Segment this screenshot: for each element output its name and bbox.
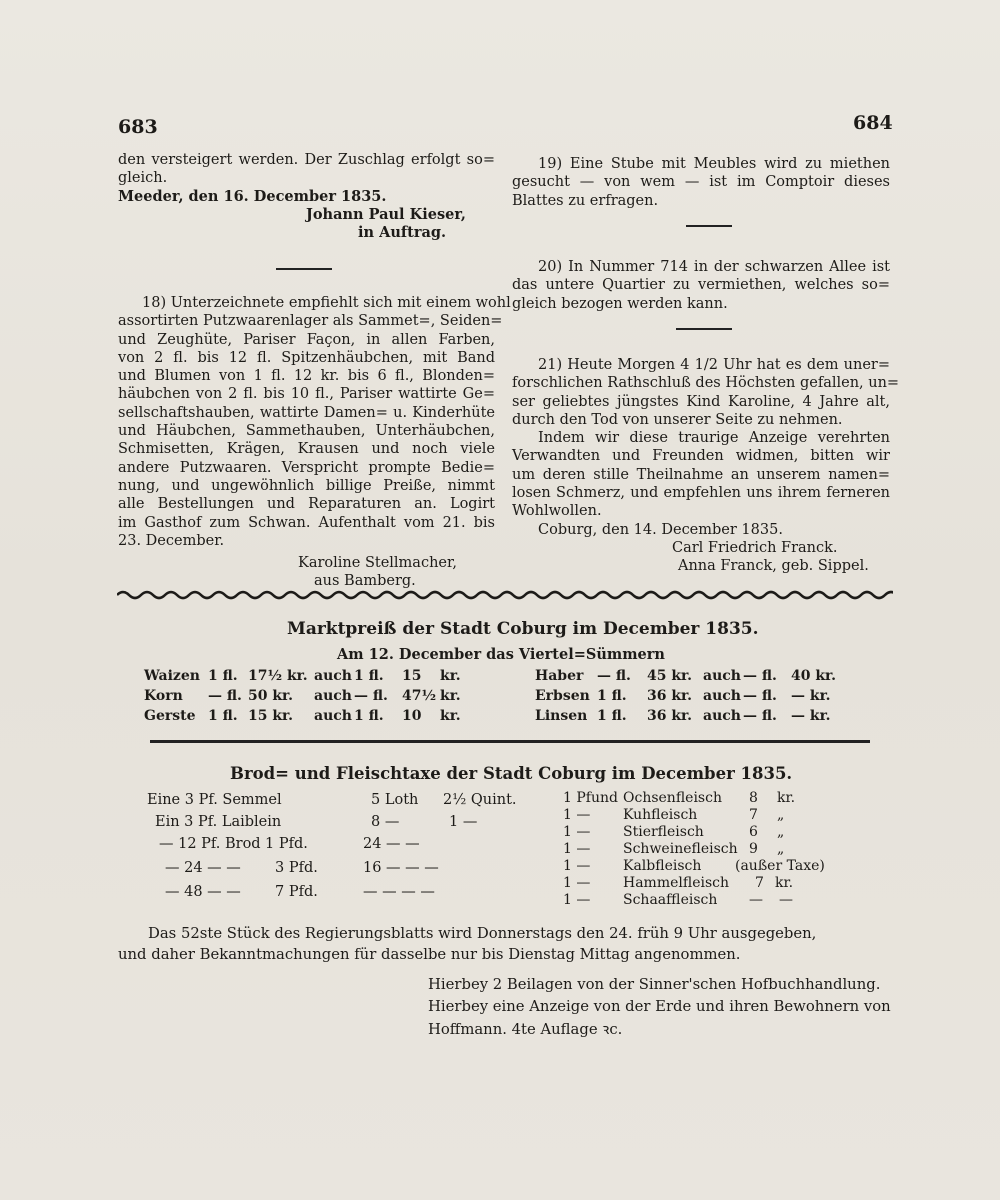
price-fl: 1 fl. <box>354 668 384 684</box>
unit-kr: kr. <box>440 668 461 684</box>
table-row <box>563 790 873 807</box>
table-row <box>563 858 873 875</box>
text-line: und Zeughüte, Pariser Façon, in allen Farben, <box>118 331 495 348</box>
text-line: Wohlwollen. <box>512 503 602 520</box>
meat-kind: Ochsenfleisch <box>623 790 722 806</box>
price-fl: 1 fl. <box>597 688 627 704</box>
supplement-line: Hoffmann. 4te Auflage ꝛc. <box>428 1021 623 1038</box>
meat-unit: 1 — <box>563 875 591 891</box>
grain-name: Gerste <box>144 708 196 724</box>
text-line: und Häubchen, Sammethauben, Unterhäubchen, <box>118 423 495 440</box>
advertisement-19 <box>512 155 890 210</box>
table-row <box>535 688 875 708</box>
price-kr: 36 kr. <box>647 708 693 724</box>
advertisement-20 <box>512 258 890 313</box>
meat-price: 7 <box>755 875 764 891</box>
text-line: Blattes zu erfragen. <box>512 192 659 209</box>
text-line: ser geliebtes jüngstes Kind Karoline, 4 Jahre alt, <box>512 393 890 410</box>
market-subtitle: Am 12. December das Viertel=Sümmern <box>337 646 665 663</box>
bread-weight: 5 Loth <box>371 792 419 808</box>
table-row <box>147 792 527 814</box>
table-row <box>147 814 527 836</box>
meat-unit-kr: kr. <box>777 790 796 806</box>
price-fl: — fl. <box>743 708 777 724</box>
bread-weight-extra: 16 — — — <box>363 860 439 876</box>
text-line: 19) Eine Stube mit Meubles wird zu miethen <box>538 156 890 172</box>
price-kr: 15 kr. <box>248 708 294 724</box>
table-row <box>535 668 875 688</box>
text-line: um deren stille Theilnahme an unserem namen= <box>512 466 890 483</box>
advertisement-21 <box>512 356 900 576</box>
price-fl: — fl. <box>743 668 777 684</box>
text-line: 23. December. <box>118 532 225 549</box>
price-kr: 36 kr. <box>647 688 693 704</box>
text-line: Verwandten und Freunden widmen, bitten wir <box>512 448 890 465</box>
text-line: und Blumen von 1 fl. 12 kr. bis 6 fl., Blonden= <box>118 368 495 385</box>
bread-weight: 3 Pfd. <box>275 860 318 876</box>
unit-kr: kr. <box>440 688 461 704</box>
text-line: 21) Heute Morgen 4 1/2 Uhr hat es dem uner= <box>538 357 890 373</box>
bread-item: — 24 — — <box>165 860 241 876</box>
table-row <box>147 836 527 860</box>
meat-unit-kr: „ <box>777 824 785 840</box>
signature-name: Karoline Stellmacher, <box>298 555 457 572</box>
table-row <box>535 708 875 728</box>
text-line: alle Bestellungen und Reparaturen an. Logirt <box>118 496 495 513</box>
meat-kind: Kalbfleisch <box>623 858 702 874</box>
price-kr: 47½ <box>402 688 437 704</box>
meat-unit-kr: — <box>779 892 793 908</box>
text-line: Schmisetten, Krägen, Krausen und noch viele <box>118 441 495 458</box>
table-row <box>563 824 873 841</box>
supplement-line: Hierbey 2 Beilagen von der Sinner'schen Hofbuchhandlung. <box>428 976 881 993</box>
text-line: den versteigert werden. Der Zuschlag erfolgt so= <box>118 152 495 168</box>
meat-table <box>563 790 873 910</box>
text-line: häubchen von 2 fl. bis 10 fl., Pariser wattirte Ge= <box>118 386 495 403</box>
signature-role: in Auftrag. <box>358 224 447 242</box>
advertisement-18 <box>118 294 511 591</box>
price-kr: 50 kr. <box>248 688 294 704</box>
price-kr: 15 <box>402 668 422 684</box>
price-fl: 1 fl. <box>597 708 627 724</box>
bread-item: — 12 Pf. Brod <box>159 836 261 852</box>
text-line: sellschaftshauben, wattirte Damen= u. Kinderhüte <box>118 404 495 421</box>
text-line: andere Putzwaaren. Verspricht prompte Bedie= <box>118 459 495 476</box>
table-row <box>563 841 873 858</box>
text-line: forschlichen Rathschluß des Höchsten gefallen, un= <box>512 375 900 392</box>
supplement-line: Hierbey eine Anzeige von der Erde und ihren Bewohnern von <box>428 998 891 1015</box>
bread-table <box>147 792 527 912</box>
taxe-title: Brod= und Fleischtaxe der Stadt Coburg im December 1835. <box>230 764 793 783</box>
separator-rule <box>676 328 732 330</box>
text-line: 20) In Nummer 714 in der schwarzen Allee ist <box>538 259 890 275</box>
text-line: assortirten Putzwaarenlager als Sammet=, Seiden= <box>118 313 503 330</box>
auch-label: auch <box>703 668 741 684</box>
bread-weight-extra: — — — — <box>363 884 435 900</box>
text-line: gesucht — von wem — ist im Comptoir dieses <box>512 174 890 191</box>
price-fl: 1 fl. <box>208 708 238 724</box>
meat-unit-kr: kr. <box>775 875 794 891</box>
price-kr: 10 <box>402 708 422 724</box>
bread-weight: 1 Pfd. <box>265 836 308 852</box>
price-fl: 1 fl. <box>354 708 384 724</box>
text-line: im Gasthof zum Schwan. Aufenthalt vom 21. bis <box>118 514 495 531</box>
bread-weight-extra: 2½ Quint. <box>443 792 517 808</box>
auch-label: auch <box>703 708 741 724</box>
price-fl: 1 fl. <box>208 668 238 684</box>
table-row <box>147 860 527 884</box>
auch-label: auch <box>314 668 352 684</box>
price-fl: — fl. <box>743 688 777 704</box>
meat-kind: Hammelfleisch <box>623 875 730 891</box>
meat-kind: Stierfleisch <box>623 824 704 840</box>
grain-name: Erbsen <box>535 688 590 704</box>
dateline: Meeder, den 16. December 1835. <box>118 187 387 205</box>
table-row <box>563 807 873 824</box>
grain-name: Haber <box>535 668 584 684</box>
price-fl: — fl. <box>354 688 388 704</box>
grain-name: Waizen <box>144 668 200 684</box>
price-fl: — fl. <box>208 688 242 704</box>
table-row <box>563 892 873 909</box>
dateline: Coburg, den 14. December 1835. <box>538 521 783 538</box>
market-title: Marktpreiß der Stadt Coburg im December 1835. <box>287 619 759 639</box>
meat-unit: 1 — <box>563 824 591 840</box>
table-row <box>144 668 484 688</box>
price-kr: 17½ kr. <box>248 668 308 684</box>
auch-label: auch <box>314 688 352 704</box>
meat-unit-kr: „ <box>777 807 785 823</box>
text-line: 18) Unterzeichnete empfiehlt sich mit einem wohl <box>142 295 511 311</box>
table-row <box>147 884 527 908</box>
text-line: durch den Tod von unserer Seite zu nehmen. <box>512 411 843 428</box>
page-number-right: 684 <box>853 112 893 134</box>
meat-unit: 1 — <box>563 892 591 908</box>
text-line: das untere Quartier zu vermiethen, welches so= <box>512 277 890 294</box>
left-column <box>118 151 495 242</box>
section-rule <box>150 740 870 743</box>
signature-place: aus Bamberg. <box>314 573 416 590</box>
bread-weight: 8 — <box>371 814 400 830</box>
meat-kind: Schweinefleisch <box>623 841 738 857</box>
meat-price: 8 <box>749 790 758 806</box>
wavy-separator <box>117 588 893 602</box>
unit-kr: kr. <box>440 708 461 724</box>
page-number-left: 683 <box>118 116 158 138</box>
bread-weight: 7 Pfd. <box>275 884 318 900</box>
bread-item: Ein 3 Pf. Laiblein <box>155 814 282 830</box>
meat-kind: Kuhfleisch <box>623 807 698 823</box>
meat-price: 7 <box>749 807 758 823</box>
meat-unit: 1 — <box>563 858 591 874</box>
grain-name: Korn <box>144 688 183 704</box>
auch-label: auch <box>703 688 741 704</box>
meat-unit: 1 Pfund <box>563 790 618 806</box>
text-line: nung, und ungewöhnlich billige Preiße, nimmt <box>118 477 495 494</box>
separator-rule <box>686 225 732 227</box>
signature-name: Johann Paul Kieser, <box>306 205 466 223</box>
text-line: Indem wir diese traurige Anzeige verehrten <box>538 430 890 447</box>
text-line: von 2 fl. bis 12 fl. Spitzenhäubchen, mit Band <box>118 349 495 366</box>
table-row <box>144 688 484 708</box>
text-line: gleich bezogen werden kann. <box>512 295 728 312</box>
bread-item: Eine 3 Pf. Semmel <box>147 792 282 808</box>
text-line: gleich. <box>118 170 168 187</box>
signature-name: Carl Friedrich Franck. <box>672 539 838 556</box>
bread-item: — 48 — — <box>165 884 241 900</box>
meat-kind: Schaaffleisch <box>623 892 718 908</box>
official-notice-line: und daher Bekanntmachungen für dasselbe nur bis Dienstag Mittag angenommen. <box>118 946 741 963</box>
market-table-right <box>535 668 875 728</box>
meat-price: (außer Taxe) <box>735 858 825 874</box>
official-notice-line: Das 52ste Stück des Regierungsblatts wird Donnerstags den 24. früh 9 Uhr ausgegeben, <box>148 925 817 942</box>
price-kr: 40 kr. <box>791 668 837 684</box>
auch-label: auch <box>314 708 352 724</box>
table-row <box>563 875 873 892</box>
meat-price: 9 <box>749 841 758 857</box>
meat-unit: 1 — <box>563 807 591 823</box>
table-row <box>144 708 484 728</box>
price-kr: — kr. <box>791 708 831 724</box>
price-fl: — fl. <box>597 668 631 684</box>
separator-rule <box>276 268 332 270</box>
bread-weight-extra: 24 — — <box>363 836 420 852</box>
meat-price: 6 <box>749 824 758 840</box>
text-line: losen Schmerz, und empfehlen uns ihrem ferneren <box>512 485 890 502</box>
meat-unit: 1 — <box>563 841 591 857</box>
market-table-left <box>144 668 484 728</box>
signature-name: Anna Franck, geb. Sippel. <box>678 558 869 575</box>
bread-weight-extra: 1 — <box>449 814 478 830</box>
meat-unit-kr: „ <box>777 841 785 857</box>
grain-name: Linsen <box>535 708 588 724</box>
price-kr: — kr. <box>791 688 831 704</box>
price-kr: 45 kr. <box>647 668 693 684</box>
meat-price: — <box>749 892 763 908</box>
